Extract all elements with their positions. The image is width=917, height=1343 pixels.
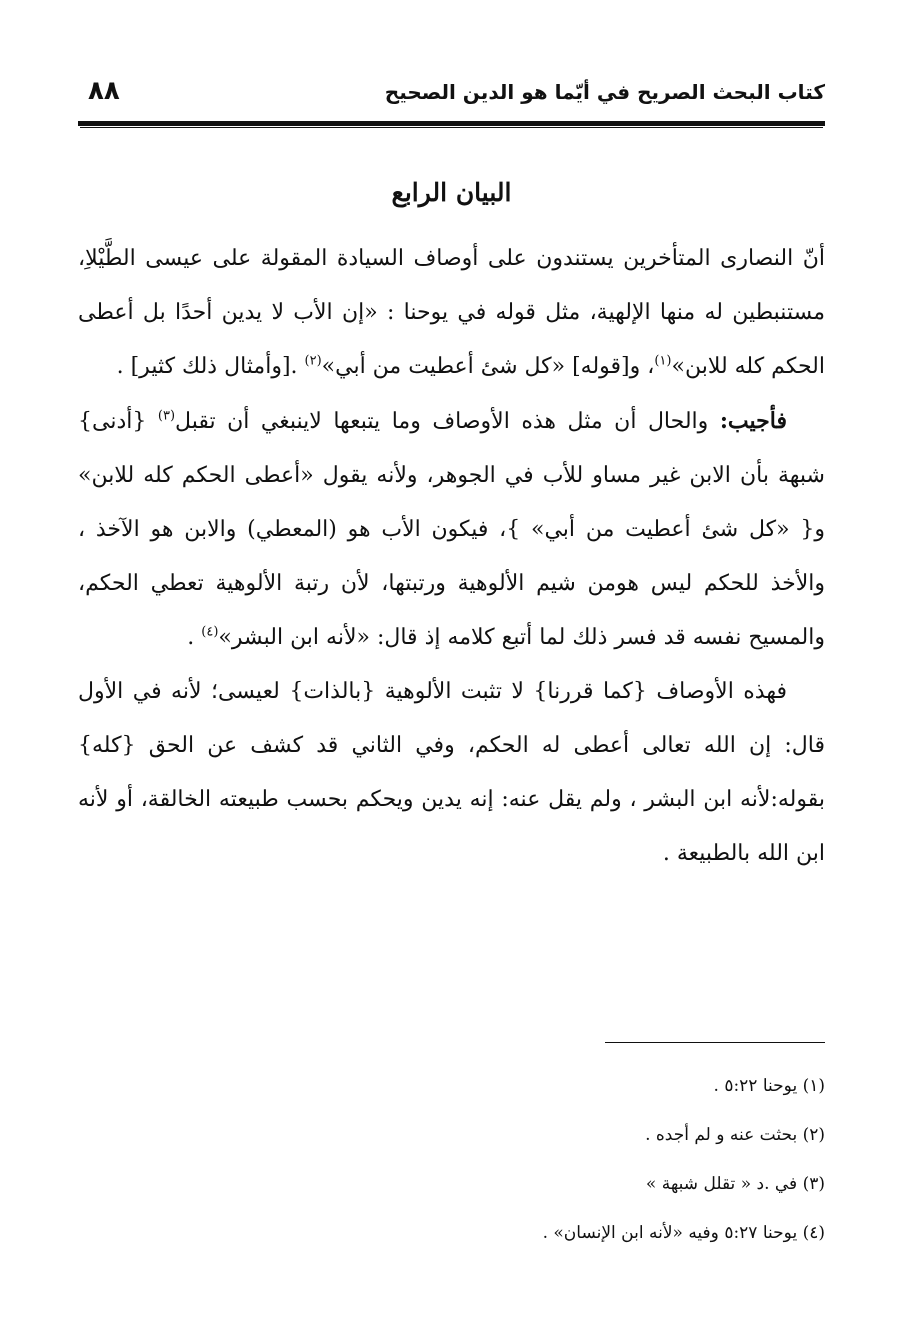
footnote-4: (٤) يوحنا ٥:٢٧ وفيه «لأنه ابن الإنسان» .: [542, 1223, 825, 1243]
paragraph-2: [78, 394, 825, 665]
paragraph-3-text: فهذه الأوصاف {كما قررنا} لا تثبت الألوهية {بالذات} لعيسى؛ لأنه في الأول قال: إن الله تعالى أعطى له الحكم، وفي الثاني قد كشف عن الحق {كله} بقوله:لأنه ابن البشر ، ولم يقل عنه: إنه يدين ويحكم بحسب طبيعته الخالقة، أو لأنه ابن الله بالطبيعة .: [78, 679, 825, 866]
paragraph-2-text-c: .: [187, 625, 202, 650]
paragraph-2-lead: فأجيب:: [719, 408, 787, 434]
paragraph-3: [78, 665, 825, 881]
paragraph-1-text-b: ، و[قوله] «كل شئ أعطيت من أبي»: [321, 354, 655, 379]
footnote-ref-1: (١): [654, 353, 672, 369]
footnote-3: (٣) في .د « تقلل شبهة »: [645, 1174, 825, 1194]
footnote-ref-4: (٤): [201, 624, 219, 640]
page-number: ٨٨: [88, 76, 120, 106]
footnote-ref-2: (٢): [304, 353, 322, 369]
section-title: البيان الرابع: [391, 178, 512, 207]
paragraph-1-text-a: أنّ النصارى المتأخرين يستندون على أوصاف السيادة المقولة على عيسى الطَّيْلاِ، مستنبطين له منها الإلهية، مثل قوله في يوحنا : «إن الأب لا يدين أحدًا بل أعطى الحكم كله للابن»: [78, 246, 825, 379]
footnote-1: (١) يوحنا ٥:٢٢ .: [713, 1076, 825, 1096]
footnotes: [78, 1062, 825, 1258]
paragraph-1-text-c: .[وأمثال ذلك كثير] .: [116, 354, 305, 379]
footnote-rule: [605, 1042, 825, 1043]
book-title: كتاب البحث الصريح في أيّما هو الدين الصحيح: [384, 80, 825, 104]
body-text: [78, 232, 825, 881]
footnote-ref-3: (٣): [157, 408, 176, 424]
page: [78, 0, 825, 1343]
footnote-2: (٢) بحثت عنه و لم أجده .: [645, 1125, 825, 1145]
paragraph-2-text-a: والحال أن مثل هذه الأوصاف وما يتبعها لاينبغي أن تقبل: [175, 409, 720, 434]
header-rule: [78, 121, 825, 126]
paragraph-1: [78, 232, 825, 394]
running-header: [78, 74, 825, 118]
paragraph-2-text-b: {أدنى} شبهة بأن الابن غير مساو للأب في الجوهر، ولأنه يقول «أعطى الحكم كله للابن» و{ «كل شئ أعطيت من أبي» }، فيكون الأب هو (المعطي) والابن هو الآخذ ، والأخذ للحكم ليس هومن شيم الألوهية ورتبتها، لأن رتبة الألوهية تعطي الحكم، والمسيح نفسه قد فسر ذلك لما أتبع كلامه إذ قال: «لأنه ابن البشر»: [78, 409, 825, 650]
